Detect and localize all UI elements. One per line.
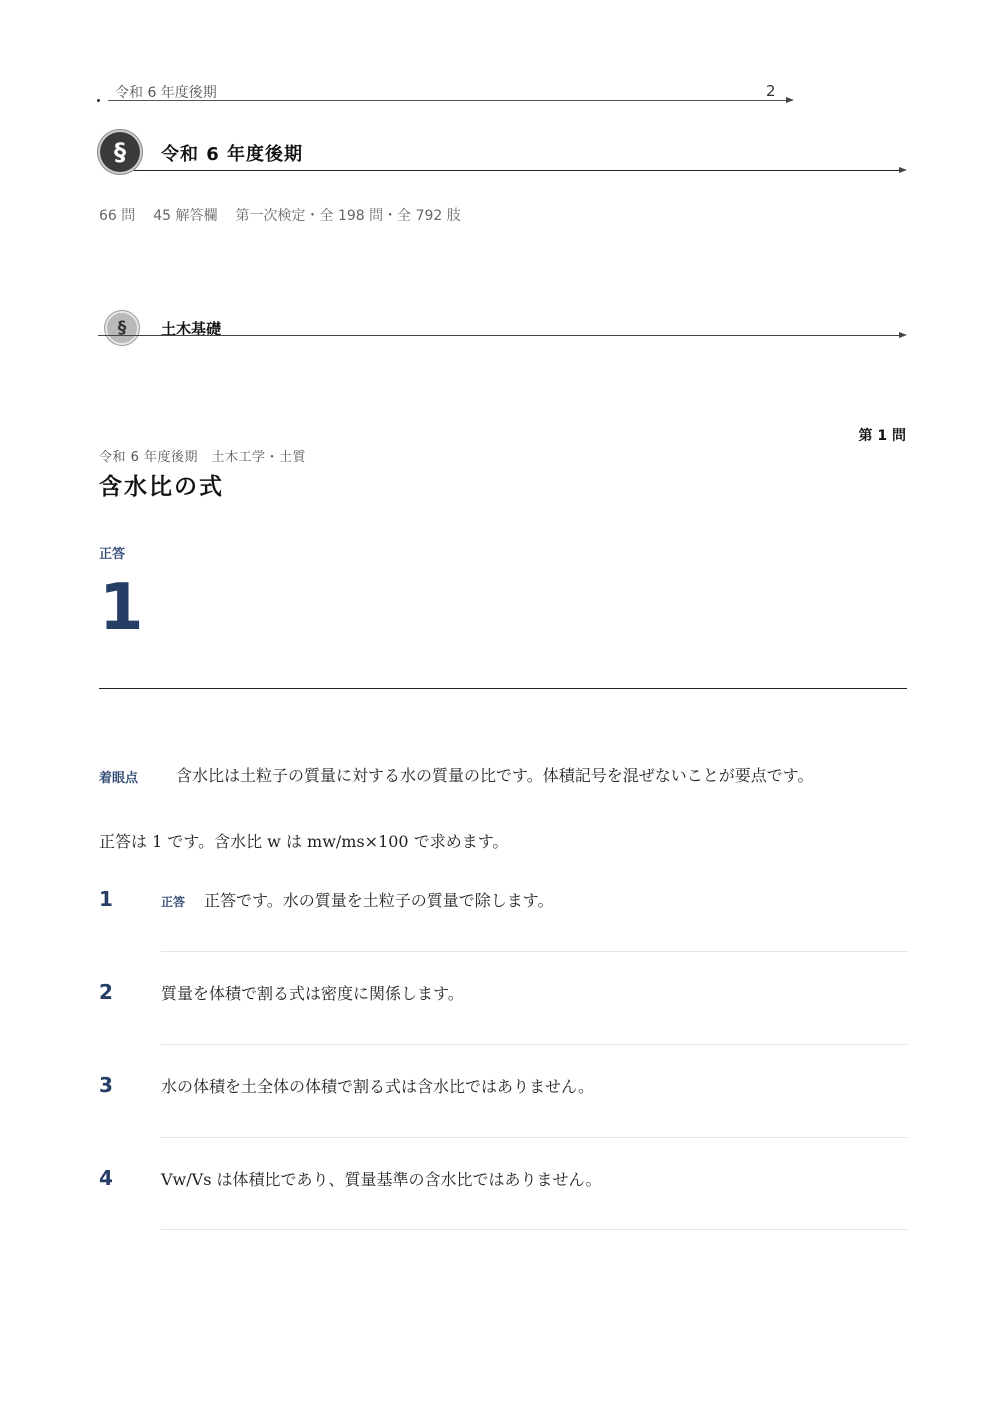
choice-correct-label: 正答 <box>161 895 186 909</box>
section-badge-glyph: § <box>117 318 127 338</box>
chapter-badge-glyph: § <box>114 138 126 166</box>
section-title: 土木基礎 <box>161 320 222 338</box>
chapter-rule-arrow-icon <box>899 167 907 173</box>
question-title: 含水比の式 <box>99 474 224 500</box>
choice-divider <box>161 1137 907 1138</box>
focus-text: 含水比は土粒子の質量に対する水の質量の比です。体積記号を混ぜないことが要点です。 <box>176 766 814 785</box>
choice-number: 4 <box>99 1166 113 1190</box>
running-header-rule <box>108 100 786 101</box>
exam-scope: 第一次検定・全 198 問・全 792 肢 <box>235 208 461 224</box>
chapter-stats <box>99 205 461 225</box>
choice-divider <box>161 1229 907 1230</box>
chapter-rule <box>134 170 899 171</box>
question-count: 66 問 <box>99 208 136 224</box>
choice-number: 3 <box>99 1073 113 1097</box>
focus-label: 着眼点 <box>99 771 139 786</box>
choice-text: 質量を体積で割る式は密度に関係します。 <box>161 984 464 1003</box>
chapter-title: 令和 6 年度後期 <box>161 144 304 165</box>
section-rule <box>98 335 900 336</box>
question-number: 第 1 問 <box>858 428 906 444</box>
answer-label: 正答 <box>99 547 126 562</box>
choice-text: 正答です。水の質量を土粒子の質量で除します。 <box>204 891 554 910</box>
explanation-summary: 正答は 1 です。含水比 w は mw/ms×100 で求めます。 <box>99 832 509 851</box>
section-sign-icon <box>107 313 137 343</box>
choice-divider <box>161 951 907 952</box>
answer-count: 45 解答欄 <box>153 208 218 224</box>
page-number: 2 <box>766 82 776 100</box>
header-rule-arrow-icon <box>786 97 794 103</box>
choice-text: Vw/Vs は体積比であり、質量基準の含水比ではありません。 <box>161 1170 602 1189</box>
section-rule-arrow-icon <box>899 332 907 338</box>
header-dot <box>97 99 100 102</box>
question-meta: 令和 6 年度後期 土木工学・土質 <box>99 450 307 465</box>
answer-divider <box>99 688 907 689</box>
running-header-title: 令和 6 年度後期 <box>115 85 217 101</box>
section-sign-icon <box>100 132 140 172</box>
choice-number: 2 <box>99 980 113 1004</box>
choice-text: 水の体積を土全体の体積で割る式は含水比ではありません。 <box>161 1077 594 1096</box>
choice-number: 1 <box>99 887 113 911</box>
answer-value: 1 <box>99 571 144 645</box>
choice-divider <box>161 1044 907 1045</box>
